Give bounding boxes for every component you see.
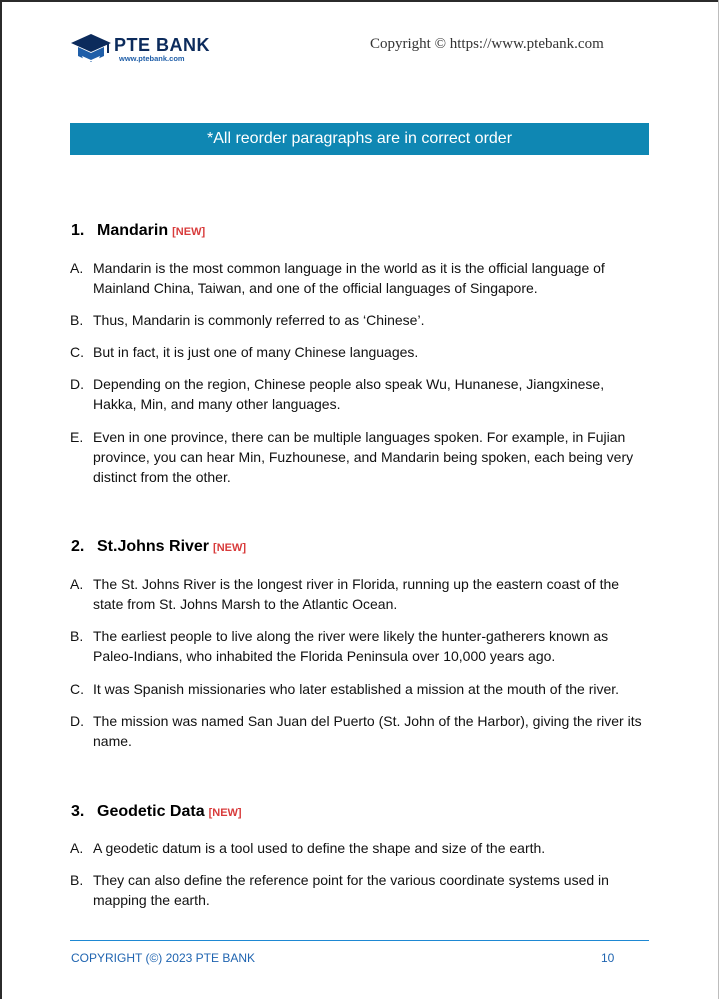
graduation-cap-icon	[70, 32, 112, 66]
item-letter: D.	[70, 376, 84, 392]
item-text: Even in one province, there can be multiple languages spoken. For example, in Fujian province, you can hear Min, Fuzhounese, and Mandarin being spoken, each being very distinct from the other.	[93, 429, 634, 485]
banner: *All reorder paragraphs are in correct order	[70, 123, 649, 155]
list-item	[70, 258, 650, 298]
item-letter: B.	[70, 872, 84, 888]
new-tag: [NEW]	[172, 226, 206, 238]
brand-url: www.ptebank.com	[119, 54, 185, 63]
page-frame-left	[0, 0, 2, 999]
item-text: The earliest people to live along the river were likely the hunter-gatherers known as Paleo-Indians, who inhabited the Florida Peninsula over 10,000 years ago.	[93, 628, 609, 664]
new-tag: [NEW]	[213, 542, 247, 554]
item-letter: E.	[70, 429, 84, 445]
section-heading: St.Johns River	[97, 538, 210, 555]
header-copyright: Copyright © https://www.ptebank.com	[370, 36, 604, 52]
pte-bank-logo	[70, 32, 230, 68]
item-text: The St. Johns River is the longest river in Florida, running up the eastern coast of the state from St. Johns Marsh to the Atlantic Ocean.	[93, 576, 620, 612]
item-text: The mission was named San Juan del Puerto (St. John of the Harbor), giving the river its name.	[93, 713, 642, 749]
list-item	[70, 870, 650, 910]
list-item	[70, 574, 650, 614]
section-number: 1.	[71, 222, 85, 239]
section-heading: Geodetic Data	[97, 803, 205, 820]
item-letter: B.	[70, 312, 84, 328]
item-text: But in fact, it is just one of many Chinese languages.	[93, 344, 419, 360]
item-text: It was Spanish missionaries who later established a mission at the mouth of the river.	[93, 681, 620, 697]
list-item	[70, 374, 650, 414]
section-heading: Mandarin	[97, 222, 169, 239]
item-text: A geodetic datum is a tool used to define the shape and size of the earth.	[93, 840, 546, 856]
footer-divider	[70, 940, 649, 941]
page-number: 10	[601, 951, 615, 965]
list-item	[70, 342, 650, 362]
footer-copyright: COPYRIGHT (©) 2023 PTE BANK	[71, 951, 256, 965]
brand-name: PTE BANK	[114, 35, 211, 55]
item-text: They can also define the reference point for the various coordinate systems used in mapping the earth.	[93, 872, 609, 908]
new-tag: [NEW]	[208, 807, 242, 819]
list-item	[70, 711, 650, 751]
item-letter: C.	[70, 681, 84, 697]
item-text: Mandarin is the most common language in the world as it is the official language of Mainland China, Taiwan, and one of the official languages of Singapore.	[93, 260, 605, 296]
item-letter: A.	[70, 840, 84, 856]
item-letter: A.	[70, 260, 84, 276]
list-item	[70, 679, 650, 699]
section-title	[71, 803, 242, 821]
item-letter: B.	[70, 628, 84, 644]
list-item	[70, 838, 650, 858]
item-letter: D.	[70, 713, 84, 729]
list-item	[70, 427, 650, 487]
page-frame-top	[0, 0, 719, 2]
item-letter: A.	[70, 576, 84, 592]
item-text: Thus, Mandarin is commonly referred to as ‘Chinese’.	[93, 312, 425, 328]
section-title	[71, 222, 205, 240]
item-text: Depending on the region, Chinese people also speak Wu, Hunanese, Jiangxinese, Hakka, Min, and many other languages.	[93, 376, 605, 412]
section-number: 3.	[71, 803, 85, 820]
list-item	[70, 626, 650, 666]
section-number: 2.	[71, 538, 85, 555]
section-title	[71, 538, 246, 556]
list-item	[70, 310, 650, 330]
item-letter: C.	[70, 344, 84, 360]
